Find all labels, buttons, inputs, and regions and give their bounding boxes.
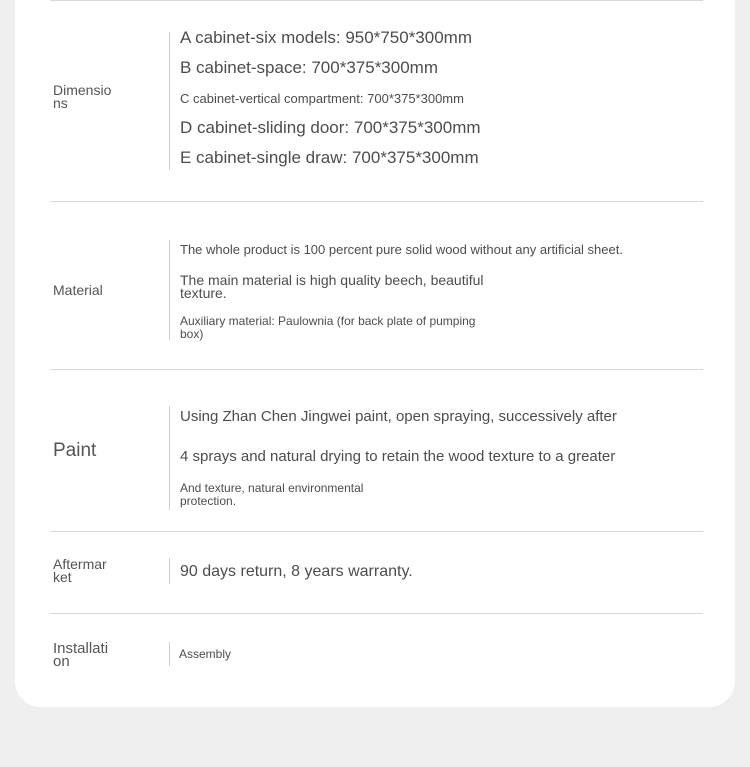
row-separator [169, 240, 170, 340]
row-separator [169, 642, 170, 666]
row-separator [169, 32, 170, 170]
dimension-line-b: B cabinet-space: 700*375*300mm [180, 58, 438, 77]
dimension-line-a: A cabinet-six models: 950*750*300mm [180, 28, 472, 47]
row-label-paint: Paint [53, 440, 97, 461]
aftermarket-line: 90 days return, 8 years warranty. [180, 563, 413, 580]
paint-line-3: And texture, natural environmental protection. [180, 481, 364, 508]
dimension-line-d: D cabinet-sliding door: 700*375*300mm [180, 118, 481, 137]
spec-card [15, 0, 735, 707]
row-label-dimensions: Dimensions [53, 82, 112, 111]
divider [50, 613, 703, 614]
material-line-2: The main material is high quality beech, beautiful texture. [180, 272, 484, 301]
divider [50, 531, 703, 532]
divider [50, 369, 703, 370]
row-label-installation: Installation [53, 640, 109, 670]
divider [50, 0, 703, 1]
material-line-1: The whole product is 100 percent pure solid wood without any artificial sheet. [180, 242, 623, 257]
row-label-material: Material [53, 282, 103, 298]
divider [50, 201, 703, 202]
material-line-3: Auxiliary material: Paulownia (for back plate of pumping box) [180, 314, 476, 341]
paint-line-2: 4 sprays and natural drying to retain the wood texture to a greater [180, 448, 616, 465]
dimension-line-e: E cabinet-single draw: 700*375*300mm [180, 148, 479, 167]
row-separator [169, 558, 170, 584]
row-separator [169, 406, 170, 510]
installation-line: Assembly [179, 647, 232, 661]
row-label-aftermarket: Aftermarket [53, 556, 107, 585]
paint-line-1: Using Zhan Chen Jingwei paint, open spraying, successively after [180, 408, 617, 425]
dimension-line-c: C cabinet-vertical compartment: 700*375*300mm [180, 91, 464, 106]
